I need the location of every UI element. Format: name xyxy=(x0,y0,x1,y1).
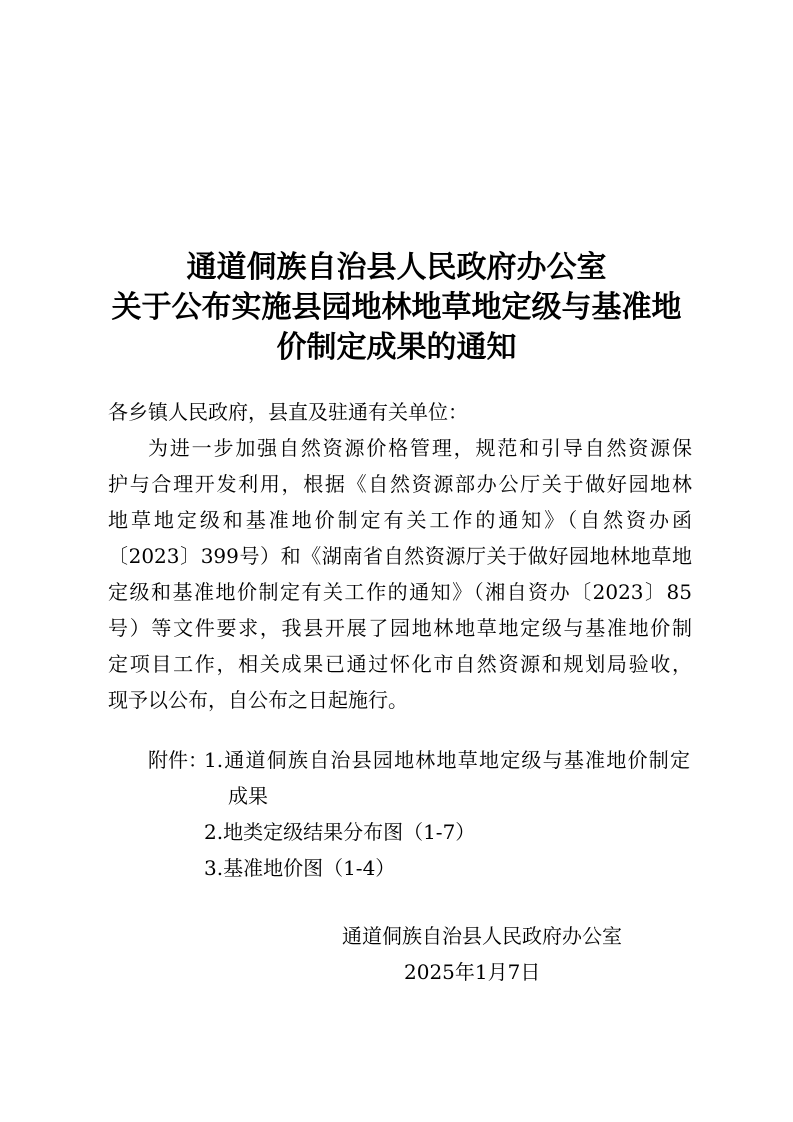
attachment-item-3: 3.基准地价图（1-4） xyxy=(204,856,396,880)
body-line: 护与合理开发利用，根据《自然资源部办公厅关于做好园地林 xyxy=(108,472,692,496)
body-line: 〔2023〕399号）和《湖南省自然资源厅关于做好园地林地草地 xyxy=(108,544,692,568)
signature-organization: 通道侗族自治县人民政府办公室 xyxy=(342,924,622,948)
body-line: 为进一步加强自然资源价格管理，规范和引导自然资源保 xyxy=(148,436,692,460)
salutation: 各乡镇人民政府，县直及驻通有关单位： xyxy=(108,400,468,424)
title-line-1: 通道侗族自治县人民政府办公室 xyxy=(186,250,607,285)
body-line: 地草地定级和基准地价制定有关工作的通知》（自然资办函 xyxy=(108,508,692,532)
attachment-item-1-continued: 成果 xyxy=(228,784,268,808)
attachment-item-1: 1.通道侗族自治县园地林地草地定级与基准地价制定 xyxy=(204,748,690,772)
body-line: 定项目工作，相关成果已通过怀化市自然资源和规划局验收， xyxy=(108,652,692,676)
body-line: 号）等文件要求，我县开展了园地林地草地定级与基准地价制 xyxy=(108,616,692,640)
body-line: 定级和基准地价制定有关工作的通知》（湘自资办〔2023〕85 xyxy=(108,580,692,604)
title-line-3: 价制定成果的通知 xyxy=(276,330,517,365)
signature-date: 2025年1月7日 xyxy=(404,960,541,984)
attachment-item-2: 2.地类定级结果分布图（1-7） xyxy=(204,820,476,844)
title-line-2: 关于公布实施县园地林地草地定级与基准地 xyxy=(111,290,682,325)
body-line: 现予以公布，自公布之日起施行。 xyxy=(108,688,408,712)
attachments-label: 附件： xyxy=(148,748,208,772)
